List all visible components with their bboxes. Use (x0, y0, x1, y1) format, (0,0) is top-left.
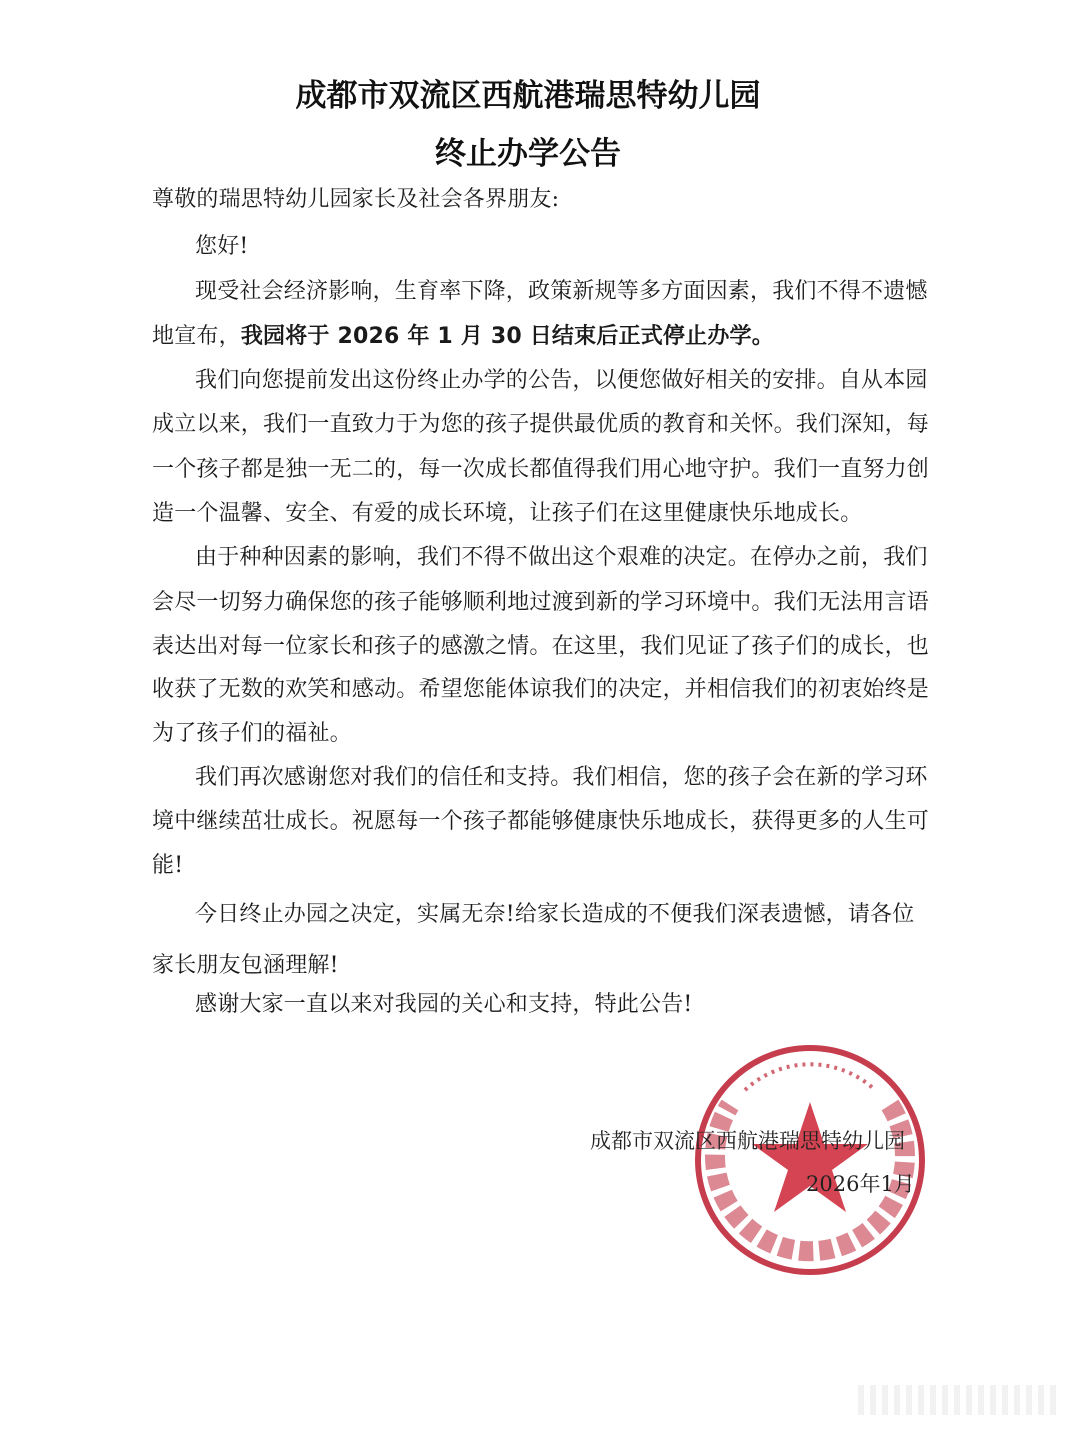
paragraph-2-line: 造一个温馨、安全、有爱的成长环境，让孩子们在这里健康快乐地成长。 (152, 501, 863, 526)
official-seal (690, 1040, 930, 1280)
paragraph-3-line: 由于种种因素的影响，我们不得不做出这个艰难的决定。在停办之前，我们 (195, 545, 928, 570)
paragraph-1-line (152, 322, 774, 352)
paragraph-4-line: 我们再次感谢您对我们的信任和支持。我们相信，您的孩子会在新的学习环 (195, 765, 928, 790)
paragraph-2-line: 成立以来，我们一直致力于为您的孩子提供最优质的教育和关怀。我们深知，每 (152, 412, 930, 437)
paragraph-3-line: 表达出对每一位家长和孩子的感激之情。在这里，我们见证了孩子们的成长，也 (152, 634, 930, 659)
greeting: 您好! (195, 234, 249, 259)
paragraph-4-line: 境中继续茁壮成长。祝愿每一个孩子都能够健康快乐地成长，获得更多的人生可 (152, 809, 930, 834)
closing-date-statement: 我园将于 2026 年 1 月 30 日结束后正式停止办学。 (240, 324, 774, 349)
paragraph-3-line: 为了孩子们的福祉。 (152, 721, 352, 746)
paragraph-3-line: 收获了无数的欢笑和感动。希望您能体谅我们的决定，并相信我们的初衷始终是 (152, 677, 930, 702)
paragraph-2-line: 一个孩子都是独一无二的，每一次成长都值得我们用心地守护。我们一直努力创 (152, 457, 930, 482)
title-line1: 成都市双流区西航港瑞思特幼儿园 (295, 78, 761, 114)
text: 地宣布， (152, 324, 241, 349)
signature-organization: 成都市双流区西航港瑞思特幼儿园 (590, 1129, 905, 1153)
paragraph-2-line: 我们向您提前发出这份终止办学的公告，以便您做好相关的安排。自从本园 (195, 368, 928, 393)
paragraph-1-line: 现受社会经济影响，生育率下降，政策新规等多方面因素，我们不得不遗憾 (195, 279, 928, 304)
signature-date: 2026年1月 (806, 1172, 915, 1196)
watermark-bar (858, 1385, 1058, 1415)
paragraph-6-line: 感谢大家一直以来对我园的关心和支持，特此公告! (195, 992, 693, 1017)
paragraph-5-line: 家长朋友包涵理解! (152, 953, 339, 978)
paragraph-5-line: 今日终止办园之决定，实属无奈!给家长造成的不便我们深表遗憾，请各位 (195, 902, 915, 927)
paragraph-4-line: 能! (152, 853, 184, 878)
title-line2: 终止办学公告 (435, 136, 621, 172)
salutation: 尊敬的瑞思特幼儿园家长及社会各界朋友: (152, 187, 560, 212)
paragraph-3-line: 会尽一切努力确保您的孩子能够顺利地过渡到新的学习环境中。我们无法用言语 (152, 590, 930, 615)
